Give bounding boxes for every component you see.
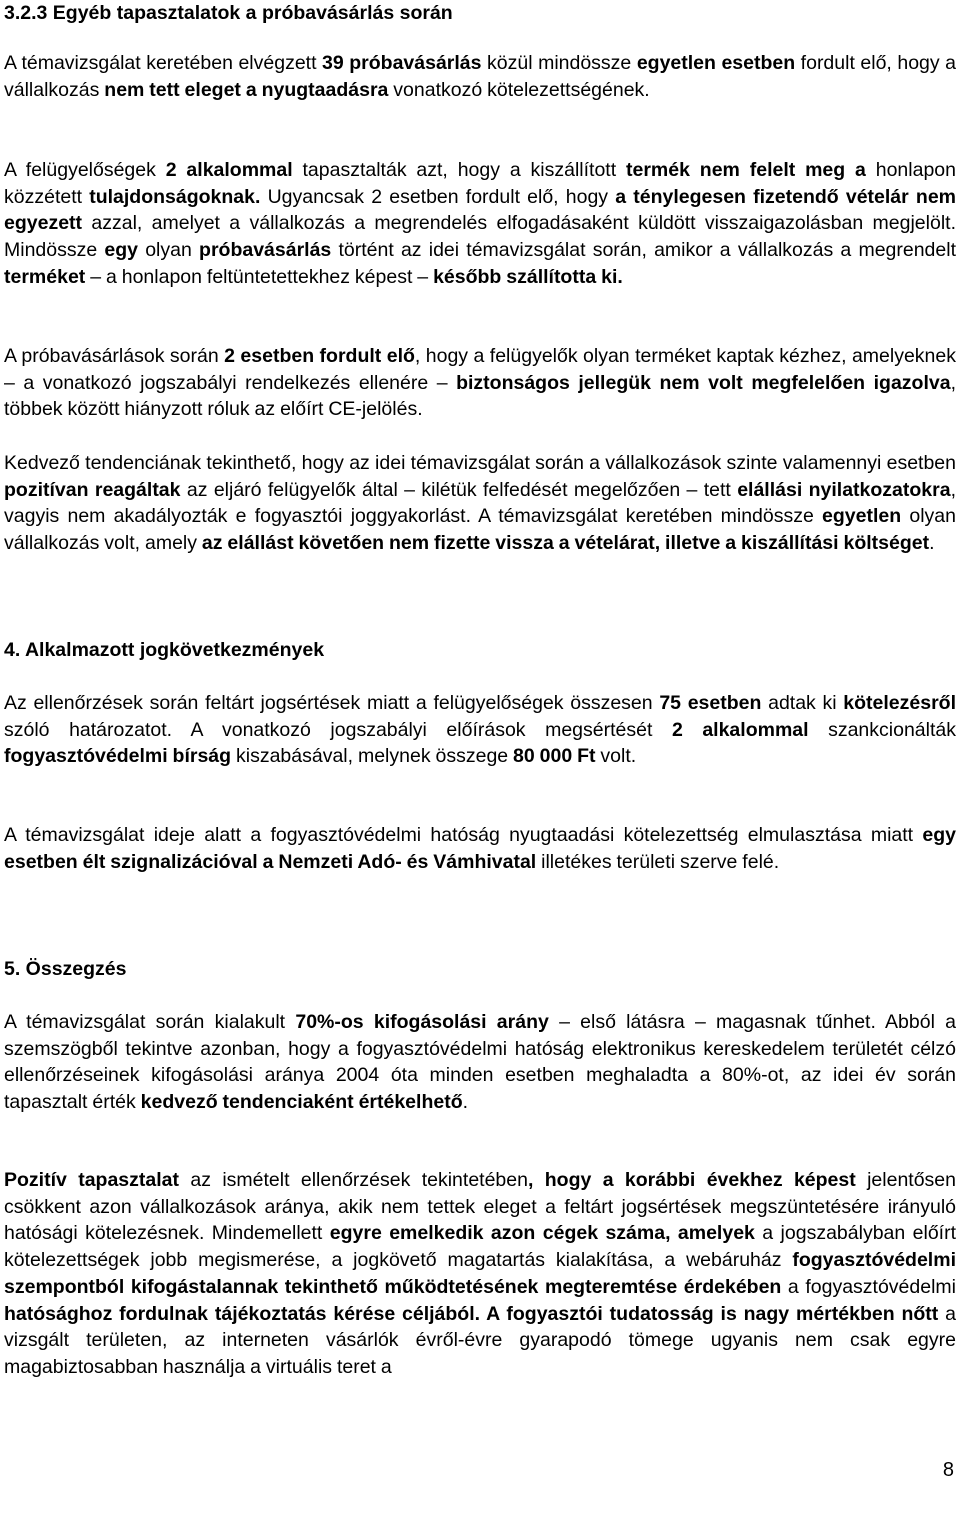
text-run: A felügyelőségek (4, 159, 166, 181)
section-heading: 3.2.3 Egyéb tapasztalatok a próbavásárlás során (4, 2, 453, 24)
bold-text-run: Pozitív tapasztalat (4, 1169, 179, 1191)
text-run: jelentősen csökkent azon vállalkozások aránya, akik nem tettek eleget a feltárt jogsértések megszüntetésére irányuló hatósági kötelezésnek. Mindemellett (4, 1169, 956, 1245)
bold-text-run: később szállította ki. (433, 265, 623, 288)
bold-text-run: tulajdonságoknak. (89, 185, 261, 208)
text-run: – első látásra – magasnak tűnhet. Abból a szemszögből tekintve azonban, hogy a fogyasztóvédelmi hatóság elektronikus kereskedelem területét célzó ellenőrzéseinek kifogásolási aránya 2004 óta minden esetben meghaladta a 80%-ot, az idei év során tapasztalt érték (4, 1011, 956, 1114)
bold-text-run: hatósághoz fordulnak tájékoztatás kérése céljából. A fogyasztói tudatosság is nagy mértékben nőtt (4, 1302, 939, 1325)
bold-text-run: fogyasztóvédelmi bírság (4, 745, 232, 768)
bold-text-run: 80 000 Ft (513, 745, 596, 768)
paragraph-sanctions (4, 690, 956, 770)
text-run: volt. (595, 745, 637, 768)
paragraph-ce-marking (4, 343, 956, 423)
text-run: közül mindössze (481, 52, 637, 74)
bold-text-run: 2 alkalommal (671, 718, 809, 741)
text-run: , vagyis nem akadályozták e fogyasztói joggyakorlást. A témavizsgálat keretében mindössze (4, 478, 957, 528)
paragraph-complaint-rate (4, 1009, 956, 1116)
text-run: honlapon közzétett (4, 159, 956, 208)
paragraph-withdrawal-rights (4, 450, 956, 557)
bold-text-run: 2 esetben fordult elő (224, 345, 415, 367)
text-run: A próbavásárlások során (4, 345, 225, 367)
bold-text-run: , hogy a korábbi évekhez képest (527, 1169, 856, 1191)
text-run: szankcionálták (808, 718, 956, 741)
text-run: olyan (138, 239, 200, 262)
bold-text-run: a ténylegesen fizetendő vételár nem egyezett (4, 185, 956, 235)
text-run: az eljáró felügyelők által – kilétük felfedését megelőzően – tett (180, 478, 738, 501)
text-run: , többek között hiányzott róluk az előírt CE-jelölés. (4, 371, 956, 421)
bold-text-run: nem tett eleget a nyugtaadásra (104, 78, 389, 101)
text-run: a vizsgált területen, az interneten vásárlók évről-évre gyarapodó tömege ugyanis nem csak egyre magabiztosabban használja a virtuális teret a (4, 1302, 956, 1378)
text-run: , hogy a felügyelők olyan terméket kaptak kézhez, amelyeknek – a vonatkozó jogszabályi rendelkezés ellenére – (4, 345, 956, 394)
text-run: kiszabásával, melynek összege (231, 745, 514, 768)
text-run: – a honlapon feltüntetettekhez képest – (85, 265, 434, 288)
text-run: A témavizsgálat keretében elvégzett (4, 52, 323, 74)
bold-text-run: 2 alkalommal (165, 159, 293, 181)
bold-text-run: terméket (4, 265, 86, 288)
bold-text-run: 75 esetben (659, 692, 762, 714)
bold-text-run: 39 próbavásárlás (322, 52, 482, 74)
bold-text-run: egy (104, 239, 139, 262)
paragraph-mystery-shopping-receipts (4, 50, 956, 103)
bold-text-run: elállási nyilatkozatokra (737, 478, 951, 501)
bold-text-run: próbavásárlás (199, 239, 332, 262)
text-run: a jogszabályban előírt kötelezettségek jobb megismerése, a jogkövető magatartás kialakítása, a webáruház (4, 1222, 956, 1272)
heading-legal-consequences: 4. Alkalmazott jogkövetkezmények (4, 639, 325, 661)
paragraph-signalization (4, 822, 956, 875)
text-run: A témavizsgálat során kialakult (4, 1011, 296, 1033)
text-run: fordult elő, hogy a vállalkozás (4, 52, 957, 101)
bold-text-run: pozitívan reagáltak (4, 478, 181, 501)
text-run: vonatkozó kötelezettségének. (388, 78, 650, 101)
text-run: a fogyasztóvédelmi (781, 1275, 956, 1298)
text-run: Az ellenőrzések során feltárt jogsértések miatt a felügyelőségek összesen (4, 692, 660, 714)
text-run: olyan vállalkozás volt, amely (4, 505, 956, 555)
text-run: azzal, amelyet a vállalkozás a megrendelés elfogadásaként küldött visszaigazolásban megjelölt. Mindössze (4, 212, 956, 262)
bold-text-run: kedvező tendenciaként értékelhető (140, 1091, 463, 1114)
bold-text-run: egyetlen (822, 505, 902, 528)
text-run: történt az idei témavizsgálat során, amikor a vállalkozás a megrendelt (331, 239, 957, 262)
text-run: adtak ki (761, 692, 844, 714)
heading-summary: 5. Összegzés (4, 958, 127, 980)
bold-text-run: egyetlen esetben (636, 52, 796, 74)
paragraph-positive-experience (4, 1167, 956, 1381)
text-run: illetékes területi szerve felé. (536, 850, 780, 873)
bold-text-run: 70%-os kifogásolási arány (295, 1011, 549, 1033)
text-run: Ugyancsak 2 esetben fordult elő, hogy (260, 185, 616, 208)
text-run: tapasztalták azt, hogy a kiszállított (292, 159, 626, 181)
bold-text-run: biztonságos jellegük nem volt megfelelően igazolva (456, 371, 951, 394)
text-run: az ismételt ellenőrzések tekintetében (179, 1169, 528, 1191)
text-run: Kedvező tendenciának tekinthető, hogy az idei témavizsgálat során a vállalkozások szinte valamennyi esetben (4, 452, 956, 474)
text-run: . (929, 532, 935, 555)
text-run: A témavizsgálat ideje alatt a fogyasztóvédelmi hatóság nyugtaadási kötelezettség elmulasztása miatt (4, 824, 923, 846)
bold-text-run: egyre emelkedik azon cégek száma, amelyek (329, 1222, 755, 1245)
page-number: 8 (942, 1459, 954, 1481)
bold-text-run: kötelezésről (843, 692, 956, 714)
bold-text-run: egy esetben élt szignalizációval a Nemzeti Adó- és Vámhivatal (4, 824, 956, 873)
bold-text-run: termék nem felelt meg a (625, 159, 866, 181)
bold-text-run: az elállást követően nem fizette vissza a vételárat, illetve a kiszállítási költséget (201, 532, 930, 555)
text-run: . (462, 1091, 469, 1114)
text-run: szóló határozatot. A vonatkozó jogszabályi előírások megsértését (4, 718, 672, 741)
paragraph-product-discrepancies (4, 157, 956, 291)
bold-text-run: fogyasztóvédelmi szempontból kifogástalannak tekinthető működtetésének megteremtése érdekében (4, 1249, 956, 1298)
